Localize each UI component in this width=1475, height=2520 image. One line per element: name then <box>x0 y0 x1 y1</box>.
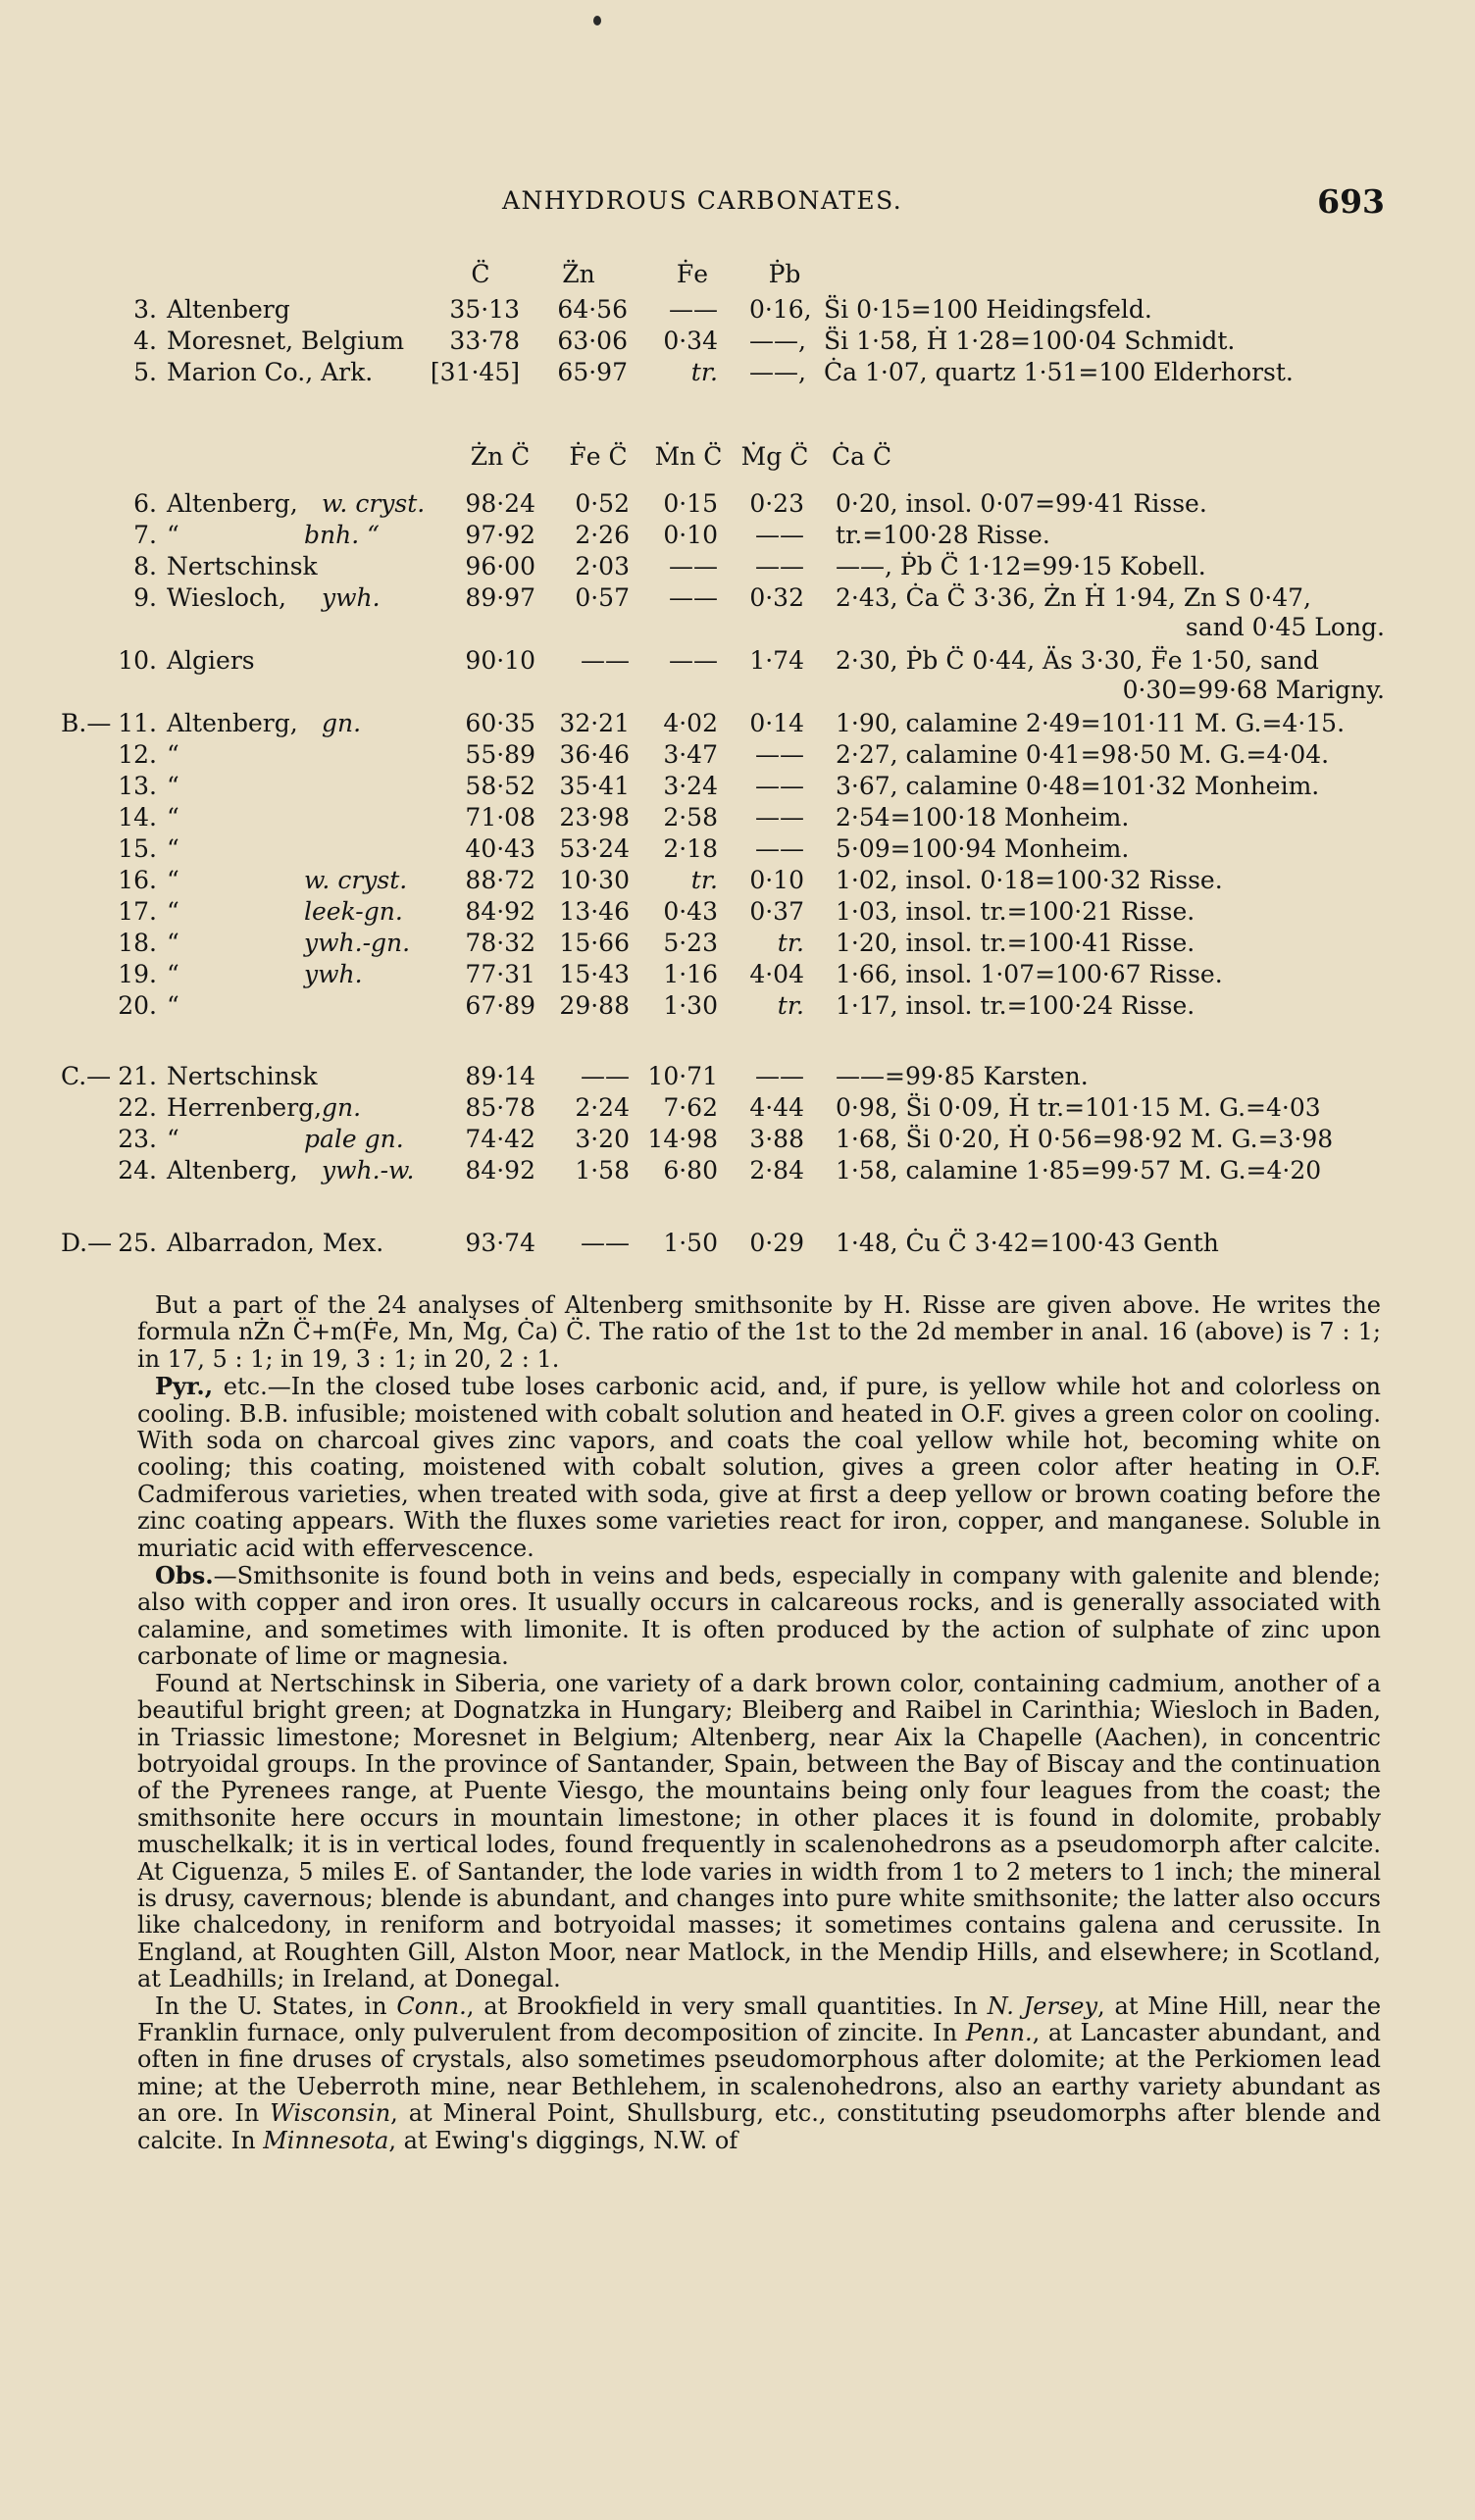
state-name: N. Jersey <box>987 1991 1098 2020</box>
value: —— <box>669 295 718 324</box>
paragraph <box>137 1993 1381 2154</box>
value: 23·98 <box>559 803 630 832</box>
value: [31·45] <box>430 358 520 386</box>
value: 1·30 <box>663 991 718 1020</box>
row-number: 20. <box>118 991 157 1020</box>
value: 60·35 <box>465 709 535 737</box>
table-row <box>0 739 1475 771</box>
table-row <box>0 896 1475 928</box>
variety: leek-gn. <box>304 897 403 926</box>
paragraph-text: , at Brookfield in very small quantities. In <box>466 1991 988 2020</box>
value: ——, <box>749 327 806 355</box>
paragraph <box>137 1373 1381 1562</box>
row-number: 21. <box>118 1062 157 1090</box>
locality: Moresnet, Belgium <box>167 327 405 355</box>
table-row <box>0 1155 1475 1186</box>
page-speck <box>593 16 601 25</box>
value: 10·71 <box>647 1062 718 1090</box>
note: tr.=100·28 Risse. <box>836 521 1050 549</box>
value: 1·74 <box>749 646 804 675</box>
locality: “ <box>167 991 179 1020</box>
value: 0·10 <box>663 521 718 549</box>
row-number: 11. <box>118 709 157 737</box>
variety: gn. <box>322 1093 362 1122</box>
table-row-continuation <box>0 612 1475 643</box>
value: 1·58 <box>575 1156 630 1184</box>
value: —— <box>581 646 630 675</box>
row-number: 23. <box>118 1125 157 1153</box>
note: 1·17, insol. tr.=100·24 Risse. <box>836 991 1195 1020</box>
note: 3·67, calamine 0·48=101·32 Monheim. <box>836 772 1320 800</box>
paragraph-text: , at Lancaster abundant, and often in fine druses of crystals, also sometimes pseudomorphous after dolomite; at the Perkiomen lead mine; at the Ueberroth mine, near Bethlehem, in scalenohedrons, also an earthy variety abundant as an ore. In <box>137 2018 1381 2128</box>
locality: Algiers <box>167 646 255 675</box>
value: 84·92 <box>465 1156 535 1184</box>
table-row <box>0 1228 1475 1259</box>
value: —— <box>669 552 718 580</box>
paragraph-text: , at Ewing's diggings, N.W. of <box>388 2126 738 2154</box>
value: 53·24 <box>559 834 630 863</box>
variety: gn. <box>322 709 362 737</box>
value: 0·10 <box>749 866 804 894</box>
value: 35·13 <box>449 295 520 324</box>
table1-col-header: Z̈n <box>562 260 595 288</box>
note: 1·20, insol. tr.=100·41 Risse. <box>836 929 1195 957</box>
value: 4·02 <box>663 709 718 737</box>
value: 71·08 <box>465 803 535 832</box>
locality: Altenberg, <box>167 489 298 518</box>
value: 0·32 <box>749 583 804 612</box>
value: 0·29 <box>749 1229 804 1257</box>
state-name: Wisconsin <box>270 2099 391 2128</box>
value: 1·50 <box>663 1229 718 1257</box>
value: 4·04 <box>749 960 804 988</box>
row-number: 17. <box>118 897 157 926</box>
value: 10·30 <box>559 866 630 894</box>
locality: Nertschinsk <box>167 552 318 580</box>
section-lead: Obs. <box>155 1561 214 1590</box>
section-lead: Pyr., <box>155 1372 214 1401</box>
value: 67·89 <box>465 991 535 1020</box>
value: 2·58 <box>663 803 718 832</box>
paragraph-text: etc.—In the closed tube loses carbonic acid, and, if pure, is yellow while hot and colorless on cooling. B.B. infusible; moistened with cobalt solution and heated in O.F. gives a green color on cooling. With soda on charcoal gives zinc vapors, and coats the coal yellow while hot, becoming white on cooling; this coating, moistened with cobalt solution, gives a green color after heating in O.F. Cadmiferous varieties, when treated with soda, give at first a deep yellow or brown coating before the zinc coating appears. With the fluxes some varieties react for iron, copper, and manganese. Soluble in muriatic acid with effervescence. <box>137 1373 1381 1562</box>
locality: “ <box>167 960 179 988</box>
value: 15·43 <box>559 960 630 988</box>
value: 88·72 <box>465 866 535 894</box>
variety: w. cryst. <box>304 866 408 894</box>
value: 1·16 <box>663 960 718 988</box>
value: 0·23 <box>749 489 804 518</box>
table-row <box>0 833 1475 865</box>
table1-col-header: C̈ <box>471 260 490 288</box>
table-row <box>0 959 1475 990</box>
value: 0·52 <box>575 489 630 518</box>
locality: “ <box>167 897 179 926</box>
state-name: Minnesota <box>263 2126 389 2154</box>
value: 7·62 <box>663 1093 718 1122</box>
table-row <box>0 771 1475 802</box>
value: 97·92 <box>465 521 535 549</box>
table-row <box>0 488 1475 520</box>
value: 77·31 <box>465 960 535 988</box>
value: 5·23 <box>663 929 718 957</box>
locality: Altenberg <box>167 295 290 324</box>
value: 13·46 <box>559 897 630 926</box>
row-number: 5. <box>133 358 157 386</box>
value: —— <box>669 583 718 612</box>
note: 0·20, insol. 0·07=99·41 Risse. <box>836 489 1207 518</box>
locality: “ <box>167 929 179 957</box>
row-number: 4. <box>133 327 157 355</box>
paragraph-text: In the U. States, in <box>155 1991 397 2020</box>
row-number: 25. <box>118 1229 157 1257</box>
value: 65·97 <box>557 358 628 386</box>
table-row <box>0 708 1475 739</box>
variety: ywh. <box>322 583 381 612</box>
locality: Nertschinsk <box>167 1062 318 1090</box>
locality: “ <box>167 740 179 769</box>
value: 3·24 <box>663 772 718 800</box>
variety: pale gn. <box>304 1125 404 1153</box>
locality: Altenberg, <box>167 709 298 737</box>
header-title: ANHYDROUS CARBONATES. <box>502 186 903 215</box>
value: 3·20 <box>575 1125 630 1153</box>
value: 74·42 <box>465 1125 535 1153</box>
table-row <box>0 802 1475 833</box>
value: 0·15 <box>663 489 718 518</box>
row-number: 15. <box>118 834 157 863</box>
value: tr. <box>690 358 718 386</box>
value: —— <box>755 740 804 769</box>
value: 85·78 <box>465 1093 535 1122</box>
table2-col-header: Ċa C̈ <box>832 442 892 471</box>
paragraph-text: , at Mine Hill, near the Franklin furnace, only pulverulent from decomposition of zincite. In <box>137 1991 1382 2046</box>
note: S̈i 1·58, Ḣ 1·28=100·04 Schmidt. <box>824 327 1236 355</box>
table2-col-header: Żn C̈ <box>470 442 531 471</box>
locality: “ <box>167 866 179 894</box>
note: 2·54=100·18 Monheim. <box>836 803 1130 832</box>
value: —— <box>755 552 804 580</box>
table-row <box>0 582 1475 614</box>
table-row-continuation <box>0 675 1475 706</box>
locality: Marion Co., Ark. <box>167 358 374 386</box>
note: 1·58, calamine 1·85=99·57 M. G.=4·20 <box>836 1156 1322 1184</box>
note: 0·98, S̈i 0·09, Ḣ tr.=101·15 M. G.=4·03 <box>836 1093 1321 1122</box>
value: 89·97 <box>465 583 535 612</box>
paragraph: But a part of the 24 analyses of Altenberg smithsonite by H. Risse are given above. He writes the formula nŻn C̈+m(Ḟe, Mn, Ṁg, Ċa) C̈. The ratio of the 1st to the 2d member in anal. 16 (above) is 7 : 1; in 17, 5 : 1; in 19, 3 : 1; in 20, 2 : 1. <box>137 1291 1381 1373</box>
value: tr. <box>777 929 804 957</box>
row-number: 24. <box>118 1156 157 1184</box>
row-number: 6. <box>133 489 157 518</box>
value: —— <box>581 1062 630 1090</box>
state-name: Conn. <box>396 1991 467 2020</box>
value: ——, <box>749 358 806 386</box>
note: ——, Ṗb C̈ 1·12=99·15 Kobell. <box>836 552 1206 580</box>
value: 64·56 <box>557 295 628 324</box>
row-number: 8. <box>133 552 157 580</box>
row-number: 22. <box>118 1093 157 1122</box>
row-number: 3. <box>133 295 157 324</box>
locality: “ <box>167 521 179 549</box>
table2-col-header: Ḟe C̈ <box>569 442 628 471</box>
row-number: 13. <box>118 772 157 800</box>
table-row <box>0 1124 1475 1155</box>
value: —— <box>755 803 804 832</box>
table-row <box>0 865 1475 896</box>
note: 1·02, insol. 0·18=100·32 Risse. <box>836 866 1223 894</box>
table-row <box>0 1092 1475 1124</box>
body-text <box>137 1292 1381 2154</box>
value: 0·57 <box>575 583 630 612</box>
value: 15·66 <box>559 929 630 957</box>
running-header <box>0 182 1475 226</box>
locality: “ <box>167 772 179 800</box>
value: 2·24 <box>575 1093 630 1122</box>
row-number: 9. <box>133 583 157 612</box>
note: 1·03, insol. tr.=100·21 Risse. <box>836 897 1195 926</box>
table2-header-row <box>0 441 1475 473</box>
paragraph: Found at Nertschinsk in Siberia, one variety of a dark brown color, containing cadmium, another of a beautiful bright green; at Dognatzka in Hungary; Bleiberg and Raibel in Carinthia; Wiesloch in Baden, in Triassic limestone; Moresnet in Belgium; Altenberg, near Aix la Chapelle (Aachen), in concentric botryoidal groups. In the province of Santander, Spain, between the Bay of Biscay and the continuation of the Pyrenees range, at Puente Viesgo, the mountains being only four leagues from the coast; the smithsonite here occurs in mountain limestone; in other places it is found in dolomite, probably muschelkalk; it is in vertical lodes, found frequently in scalenohedrons as a pseudomorph after calcite. At Ciguenza, 5 miles E. of Santander, the lode varies in width from 1 to 2 meters to 1 inch; the mineral is drusy, cavernous; blende is abundant, and changes into pure white smithsonite; the latter also occurs like chalcedony, in reniform and botryoidal masses; it sometimes contains galena and cerussite. In England, at Roughten Gill, Alston Moor, near Matlock, in the Mendip Hills, and elsewhere; in Scotland, at Leadhills; in Ireland, at Donegal. <box>137 1669 1381 1993</box>
row-number: 10. <box>118 646 157 675</box>
value: 0·37 <box>749 897 804 926</box>
value: 93·74 <box>465 1229 535 1257</box>
table-row <box>0 326 1475 357</box>
value: —— <box>755 834 804 863</box>
value: 0·34 <box>663 327 718 355</box>
note: 2·27, calamine 0·41=98·50 M. G.=4·04. <box>836 740 1330 769</box>
note: 1·68, S̈i 0·20, Ḣ 0·56=98·92 M. G.=3·98 <box>836 1125 1334 1153</box>
value: tr. <box>690 866 718 894</box>
locality: “ <box>167 834 179 863</box>
value: 89·14 <box>465 1062 535 1090</box>
table-row <box>0 1061 1475 1092</box>
row-number: 12. <box>118 740 157 769</box>
variety: ywh.-gn. <box>304 929 411 957</box>
locality: “ <box>167 1125 179 1153</box>
value: 2·26 <box>575 521 630 549</box>
table1-col-header: Ṗb <box>768 260 801 288</box>
note: 1·90, calamine 2·49=101·11 M. G.=4·15. <box>836 709 1346 737</box>
locality: Albarradon, Mex. <box>167 1229 384 1257</box>
table2-col-header: Ṁn C̈ <box>654 442 723 471</box>
table-row <box>0 990 1475 1022</box>
value: 84·92 <box>465 897 535 926</box>
table-row <box>0 928 1475 959</box>
note: 2·43, Ċa C̈ 3·36, Żn Ḣ 1·94, Zn S 0·47, <box>836 583 1311 612</box>
section-label: B.— <box>61 709 112 737</box>
value: 29·88 <box>559 991 630 1020</box>
value: 98·24 <box>465 489 535 518</box>
value: —— <box>755 1062 804 1090</box>
table-row <box>0 520 1475 551</box>
note: 5·09=100·94 Monheim. <box>836 834 1130 863</box>
table1-col-header: Ḟe <box>676 260 709 288</box>
variety: bnh. “ <box>304 521 380 549</box>
row-number: 18. <box>118 929 157 957</box>
section-label: D.— <box>61 1229 113 1257</box>
note: Ċa 1·07, quartz 1·51=100 Elderhorst. <box>824 358 1294 386</box>
value: 90·10 <box>465 646 535 675</box>
value: 78·32 <box>465 929 535 957</box>
table-row <box>0 645 1475 677</box>
value: 32·21 <box>559 709 630 737</box>
note: S̈i 0·15=100 Heidingsfeld. <box>824 295 1152 324</box>
value: 14·98 <box>647 1125 718 1153</box>
value: 55·89 <box>465 740 535 769</box>
value: 0·16, <box>749 295 812 324</box>
row-number: 7. <box>133 521 157 549</box>
value: —— <box>755 772 804 800</box>
value: tr. <box>777 991 804 1020</box>
paragraph-text: , at Mineral Point, Shullsburg, etc., constituting pseudomorphs after blende and calcite. In <box>137 2099 1381 2154</box>
value: 35·41 <box>559 772 630 800</box>
paragraph <box>137 1562 1381 1671</box>
value: 2·03 <box>575 552 630 580</box>
state-name: Penn. <box>965 2018 1033 2046</box>
note: sand 0·45 Long. <box>1185 613 1385 641</box>
variety: ywh.-w. <box>322 1156 415 1184</box>
value: 40·43 <box>465 834 535 863</box>
table2-col-header: Ṁg C̈ <box>740 442 809 471</box>
value: 2·18 <box>663 834 718 863</box>
section-label: C.— <box>61 1062 112 1090</box>
value: 96·00 <box>465 552 535 580</box>
value: 3·47 <box>663 740 718 769</box>
row-number: 16. <box>118 866 157 894</box>
variety: w. cryst. <box>322 489 426 518</box>
value: 33·78 <box>449 327 520 355</box>
value: 2·84 <box>749 1156 804 1184</box>
value: —— <box>581 1229 630 1257</box>
note: ——=99·85 Karsten. <box>836 1062 1089 1090</box>
value: —— <box>669 646 718 675</box>
note: 1·48, Ċu C̈ 3·42=100·43 Genth <box>836 1229 1219 1257</box>
value: 36·46 <box>559 740 630 769</box>
value: 63·06 <box>557 327 628 355</box>
value: 0·43 <box>663 897 718 926</box>
value: 58·52 <box>465 772 535 800</box>
page-number: 693 <box>1317 182 1385 221</box>
variety: ywh. <box>304 960 363 988</box>
locality: Wiesloch, <box>167 583 286 612</box>
table-row <box>0 357 1475 388</box>
value: 0·14 <box>749 709 804 737</box>
table-row <box>0 551 1475 582</box>
locality: “ <box>167 803 179 832</box>
locality: Herrenberg, <box>167 1093 323 1122</box>
table-row <box>0 294 1475 326</box>
value: —— <box>755 521 804 549</box>
note: 1·66, insol. 1·07=100·67 Risse. <box>836 960 1223 988</box>
note: 0·30=99·68 Marigny. <box>1122 676 1385 704</box>
locality: Altenberg, <box>167 1156 298 1184</box>
table1-header-row <box>0 259 1475 290</box>
value: 3·88 <box>749 1125 804 1153</box>
value: 4·44 <box>749 1093 804 1122</box>
paragraph-text: —Smithsonite is found both in veins and beds, especially in company with galenite and blende; also with copper and iron ores. It usually occurs in calcareous rocks, and is generally associated with calamine, and sometimes with limonite. It is often produced by the action of sulphate of zinc upon carbonate of lime or magnesia. <box>137 1562 1381 1671</box>
value: 6·80 <box>663 1156 718 1184</box>
row-number: 19. <box>118 960 157 988</box>
row-number: 14. <box>118 803 157 832</box>
note: 2·30, Ṗb C̈ 0·44, Äs 3·30, F̈e 1·50, sand <box>836 646 1319 675</box>
